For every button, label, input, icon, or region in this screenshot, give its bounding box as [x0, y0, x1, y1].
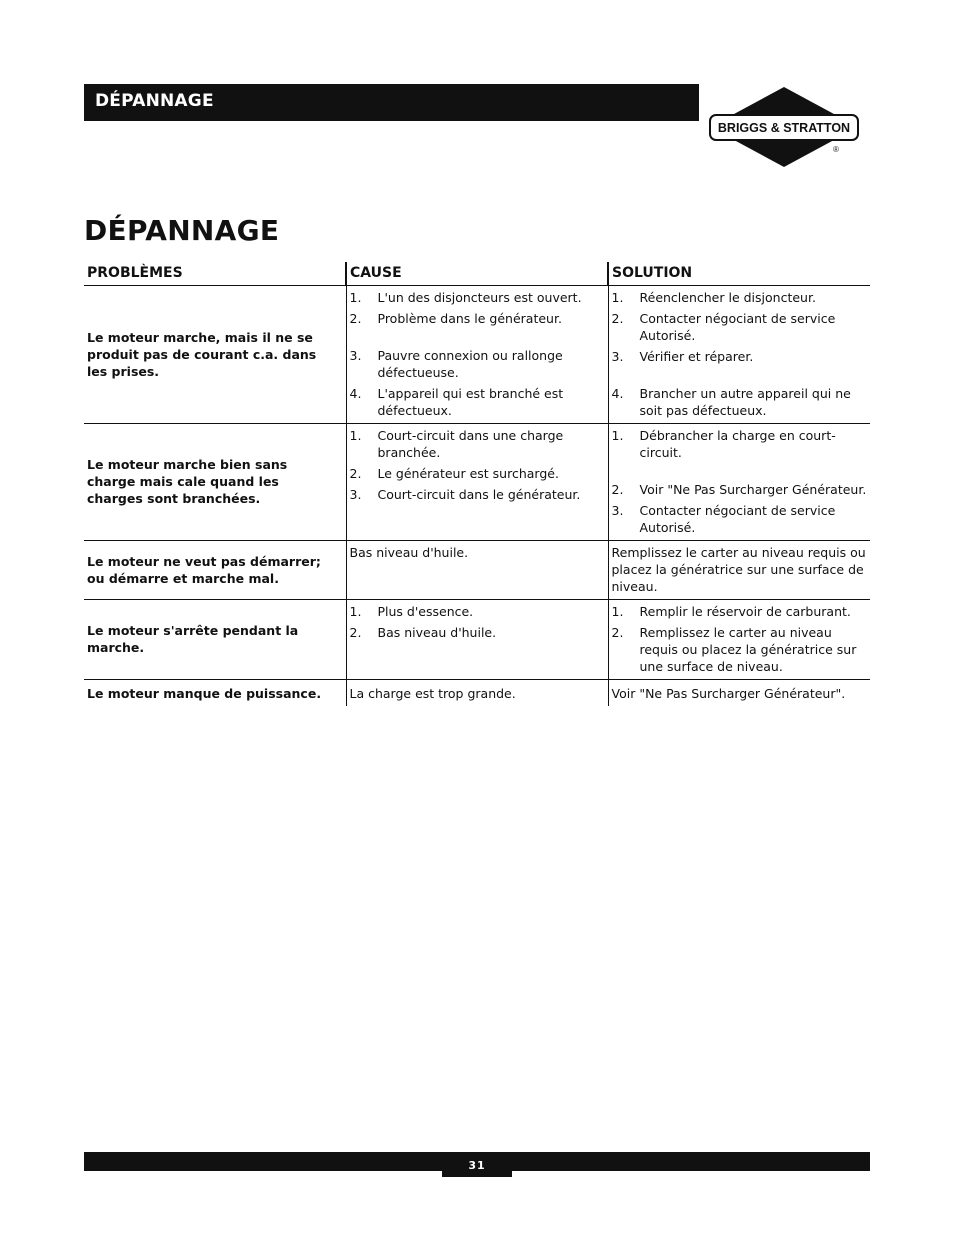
column-header-cause: CAUSE	[346, 262, 608, 286]
item-number: 1.	[349, 604, 362, 619]
table-row	[84, 680, 870, 707]
item-text: Contacter négociant de service Autorisé.	[639, 311, 836, 343]
item-text: Débrancher la charge en court-circuit.	[639, 428, 836, 460]
solution-item	[612, 502, 868, 536]
solution-item	[612, 624, 868, 675]
item-text: Remplissez le carter au niveau requis ou placez la génératrice sur une surface de niveau.	[639, 625, 857, 674]
item-text: Pauvre connexion ou rallonge défectueuse.	[377, 348, 563, 380]
cause-cell	[346, 600, 608, 680]
cause-item	[350, 289, 605, 306]
item-number: 1.	[349, 428, 362, 443]
solution-cell	[608, 600, 870, 680]
item-text: Réenclencher le disjoncteur.	[639, 290, 816, 305]
solution-cell	[608, 541, 870, 600]
item-number: 2.	[349, 625, 362, 640]
problem-cell: Le moteur ne veut pas démarrer; ou démarre et marche mal.	[84, 541, 346, 600]
solution-cell	[608, 680, 870, 707]
problem-cell: Le moteur manque de puissance.	[87, 686, 322, 701]
table-row	[84, 541, 870, 600]
item-number: 2.	[349, 311, 362, 326]
item-text: Court-circuit dans une charge branchée.	[377, 428, 564, 460]
item-number: 1.	[611, 604, 624, 619]
table-row	[84, 424, 870, 541]
item-text: Contacter négociant de service Autorisé.	[639, 503, 836, 535]
item-number: 2.	[611, 311, 624, 326]
item-number: 2.	[611, 482, 624, 497]
solution-text: Remplissez le carter au niveau requis ou placez la génératrice sur une surface de niveau.	[611, 545, 866, 594]
cause-text: Bas niveau d'huile.	[349, 545, 469, 560]
problem-cell: Le moteur marche bien sans charge mais cale quand les charges sont branchées.	[84, 424, 346, 541]
item-number: 2.	[349, 466, 362, 481]
cause-item	[350, 624, 605, 641]
page-number: 31	[442, 1152, 512, 1177]
item-text: Brancher un autre appareil qui ne soit pas défectueux.	[639, 386, 851, 418]
item-text: L'un des disjoncteurs est ouvert.	[377, 290, 582, 305]
item-text: Vérifier et réparer.	[639, 349, 754, 364]
cause-item	[350, 603, 605, 620]
cause-cell	[346, 680, 608, 707]
solution-item	[612, 385, 868, 419]
item-text: Court-circuit dans le générateur.	[377, 487, 581, 502]
item-text: Le générateur est surchargé.	[377, 466, 559, 481]
solution-item	[612, 427, 868, 461]
table-row	[84, 600, 870, 680]
cause-item	[350, 385, 605, 419]
cause-cell	[346, 541, 608, 600]
solution-cell	[608, 424, 870, 541]
item-number: 3.	[611, 503, 624, 518]
item-text: L'appareil qui est branché est défectueux.	[377, 386, 564, 418]
troubleshooting-table	[84, 262, 870, 706]
item-number: 4.	[349, 386, 362, 401]
cause-item	[350, 465, 605, 482]
registered-mark: ®	[833, 145, 839, 154]
item-number: 2.	[611, 625, 624, 640]
solution-cell	[608, 286, 870, 424]
problem-cell: Le moteur marche, mais il ne se produit pas de courant c.a. dans les prises.	[84, 286, 346, 424]
cause-item	[350, 310, 605, 327]
item-number: 3.	[349, 348, 362, 363]
solution-item	[612, 481, 868, 498]
item-number: 4.	[611, 386, 624, 401]
solution-item	[612, 603, 868, 620]
solution-item	[612, 310, 868, 344]
page-title: DÉPANNAGE	[84, 214, 280, 247]
briggs-stratton-logo	[708, 86, 860, 168]
cause-item	[350, 427, 605, 461]
table-row	[84, 286, 870, 424]
problem-cell: Le moteur s'arrête pendant la marche.	[84, 600, 346, 680]
item-text: Problème dans le générateur.	[377, 311, 562, 326]
cause-text: La charge est trop grande.	[349, 686, 516, 701]
cause-item	[350, 486, 605, 503]
item-number: 1.	[349, 290, 362, 305]
cause-cell	[346, 424, 608, 541]
cause-item	[350, 347, 605, 381]
table-header-row	[84, 262, 870, 286]
section-header-label: DÉPANNAGE	[95, 91, 214, 111]
item-text: Plus d'essence.	[377, 604, 474, 619]
item-number: 1.	[611, 428, 624, 443]
solution-item	[612, 348, 868, 365]
column-header-problems: PROBLÈMES	[84, 262, 346, 286]
item-text: Bas niveau d'huile.	[377, 625, 497, 640]
item-text: Voir "Ne Pas Surcharger Générateur.	[639, 482, 867, 497]
item-number: 3.	[611, 349, 624, 364]
cause-cell	[346, 286, 608, 424]
solution-item	[612, 289, 868, 306]
item-number: 3.	[349, 487, 362, 502]
section-header-bar	[84, 84, 699, 121]
column-header-solution: SOLUTION	[608, 262, 870, 286]
solution-text: Voir "Ne Pas Surcharger Générateur".	[611, 686, 846, 701]
item-number: 1.	[611, 290, 624, 305]
logo-text: BRIGGS & STRATTON	[717, 121, 851, 135]
item-text: Remplir le réservoir de carburant.	[639, 604, 851, 619]
